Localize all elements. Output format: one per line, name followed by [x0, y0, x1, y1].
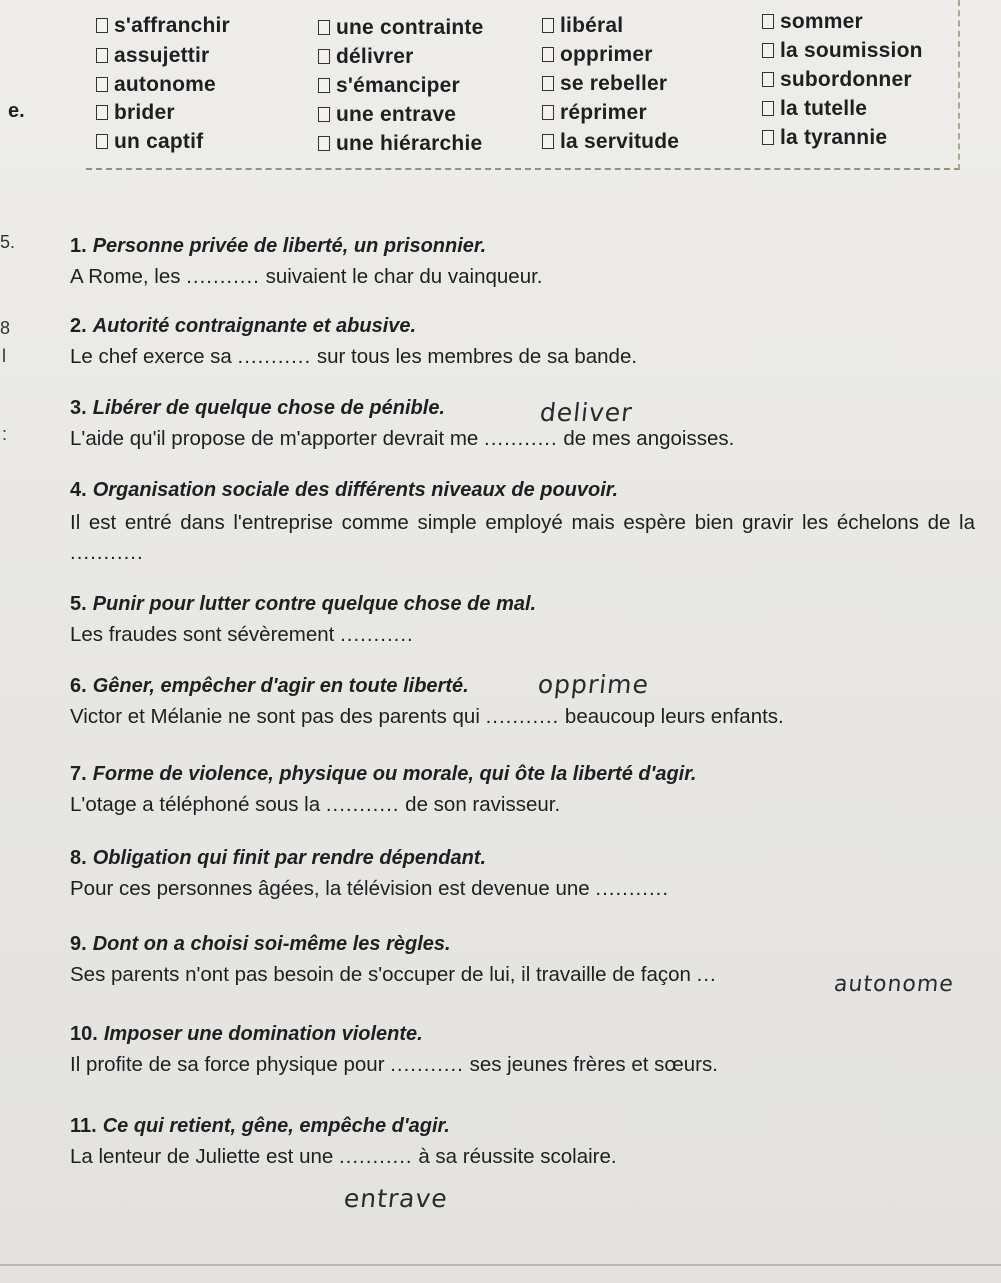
answer-blank[interactable]: ........... [237, 345, 312, 368]
word-option[interactable]: libéral [542, 14, 623, 38]
handwritten-answer: autonome [832, 972, 956, 997]
word-bank [8, 0, 960, 170]
exercise-item [70, 396, 980, 452]
exercise-definition: 1. Personne privée de liberté, un prisonnier. [70, 235, 487, 257]
margin-mark: 5. [0, 232, 16, 252]
checkbox-icon[interactable] [542, 47, 554, 62]
answer-blank[interactable]: ........... [340, 623, 414, 646]
exercise-sentence: Il profite de sa force physique pour ........... ses jeunes frères et sœurs. [70, 1053, 718, 1076]
checkbox-icon[interactable] [318, 78, 330, 93]
checkbox-icon[interactable] [318, 49, 330, 64]
word-option[interactable]: la tyrannie [762, 126, 887, 150]
exercise-definition: 2. Autorité contraignante et abusive. [70, 315, 417, 337]
exercise-sentence: A Rome, les ........... suivaient le char du vainqueur. [70, 265, 543, 288]
exercise-sentence: Le chef exerce sa ........... sur tous les membres de sa bande. [70, 345, 638, 368]
word-option[interactable]: se rebeller [542, 72, 667, 96]
handwritten-answer: entrave [342, 1184, 450, 1213]
exercise-definition: 3. Libérer de quelque chose de pénible. [70, 397, 445, 419]
checkbox-icon[interactable] [542, 105, 554, 120]
exercise-definition: 7. Forme de violence, physique ou morale, qui ôte la liberté d'agir. [70, 763, 697, 785]
answer-blank[interactable]: ... [696, 963, 717, 986]
exercise-item [70, 674, 980, 730]
word-option[interactable]: une contrainte [318, 16, 483, 40]
word-option[interactable]: s'affranchir [96, 14, 230, 38]
checkbox-icon[interactable] [96, 134, 108, 149]
exercise-definition: 10. Imposer une domination violente. [70, 1023, 423, 1045]
word-option[interactable]: la servitude [542, 130, 679, 154]
answer-blank[interactable]: ........... [325, 793, 400, 816]
word-option[interactable]: délivrer [318, 45, 413, 69]
exercise-item [70, 314, 980, 370]
checkbox-icon[interactable] [96, 77, 108, 92]
exercise-item [70, 234, 980, 290]
answer-blank[interactable]: ........... [484, 427, 558, 450]
handwritten-answer: deliver [538, 398, 635, 427]
checkbox-icon[interactable] [318, 107, 330, 122]
word-option[interactable]: autonome [96, 73, 216, 97]
word-option[interactable]: opprimer [542, 43, 653, 67]
word-bank-letter: e. [8, 100, 25, 122]
word-option[interactable]: la soumission [762, 39, 923, 63]
word-option[interactable]: réprimer [542, 101, 647, 125]
exercise-sentence: L'aide qu'il propose de m'apporter devrait me ........... de mes angoisses. [70, 427, 735, 450]
checkbox-icon[interactable] [762, 72, 774, 87]
exercise-definition: 8. Obligation qui finit par rendre dépendant. [70, 847, 487, 869]
exercise-item [70, 1022, 980, 1078]
checkbox-icon[interactable] [762, 43, 774, 58]
exercise-definition: 9. Dont on a choisi soi-même les règles. [70, 933, 451, 955]
checkbox-icon[interactable] [96, 105, 108, 120]
checkbox-icon[interactable] [762, 101, 774, 116]
exercise-sentence: Ses parents n'ont pas besoin de s'occuper de lui, il travaille de façon ... [70, 963, 717, 986]
answer-blank[interactable]: ........... [390, 1053, 464, 1076]
exercise-sentence: L'otage a téléphoné sous la ........... de son ravisseur. [70, 793, 561, 816]
margin-mark: 8 [0, 318, 11, 338]
exercise-sentence: Les fraudes sont sévèrement ........... [70, 623, 414, 646]
answer-blank[interactable]: ........... [186, 265, 260, 288]
word-option[interactable]: assujettir [96, 44, 209, 68]
checkbox-icon[interactable] [542, 18, 554, 33]
checkbox-icon[interactable] [318, 136, 330, 151]
word-option[interactable]: une hiérarchie [318, 132, 482, 156]
word-option[interactable]: brider [96, 101, 175, 125]
exercise-sentence: Victor et Mélanie ne sont pas des parents qui ........... beaucoup leurs enfants. [70, 705, 784, 728]
word-option[interactable]: sommer [762, 10, 863, 34]
exercise-definition: 11. Ce qui retient, gêne, empêche d'agir. [70, 1115, 450, 1137]
exercise-definition: 4. Organisation sociale des différents niveaux de pouvoir. [70, 479, 619, 501]
exercise-item [70, 592, 980, 648]
word-option[interactable]: subordonner [762, 68, 912, 92]
word-option[interactable]: une entrave [318, 103, 456, 127]
answer-blank[interactable]: ........... [70, 541, 144, 564]
checkbox-icon[interactable] [318, 20, 330, 35]
checkbox-icon[interactable] [762, 130, 774, 145]
checkbox-icon[interactable] [96, 18, 108, 33]
answer-blank[interactable]: ........... [485, 705, 560, 728]
word-option[interactable]: s'émanciper [318, 74, 460, 98]
exercise-item [70, 762, 980, 818]
exercise-item [70, 1114, 980, 1170]
exercise-definition: 6. Gêner, empêcher d'agir en toute liberté. [70, 675, 469, 697]
handwritten-answer: opprime [536, 670, 651, 699]
checkbox-icon[interactable] [96, 48, 108, 63]
exercise-sentence: Pour ces personnes âgées, la télévision est devenue une ........... [70, 877, 670, 900]
word-option[interactable]: un captif [96, 130, 203, 154]
exercise-item [70, 846, 980, 902]
exercise-sentence: La lenteur de Juliette est une ........... à sa réussite scolaire. [70, 1145, 617, 1168]
exercise-definition: 5. Punir pour lutter contre quelque chose de mal. [70, 593, 537, 615]
page-edge-divider [0, 1264, 1001, 1266]
checkbox-icon[interactable] [542, 76, 554, 91]
answer-blank[interactable]: ........... [595, 877, 670, 900]
checkbox-icon[interactable] [762, 14, 774, 29]
exercise-item [70, 478, 980, 568]
checkbox-icon[interactable] [542, 134, 554, 149]
word-option[interactable]: la tutelle [762, 97, 867, 121]
answer-blank[interactable]: ........... [338, 1145, 413, 1168]
exercise-sentence: Il est entré dans l'entreprise comme simple employé mais espère bien gravir les échelons de la ........... [70, 511, 975, 564]
margin-mark: : [2, 424, 8, 444]
margin-mark: l [2, 346, 6, 366]
